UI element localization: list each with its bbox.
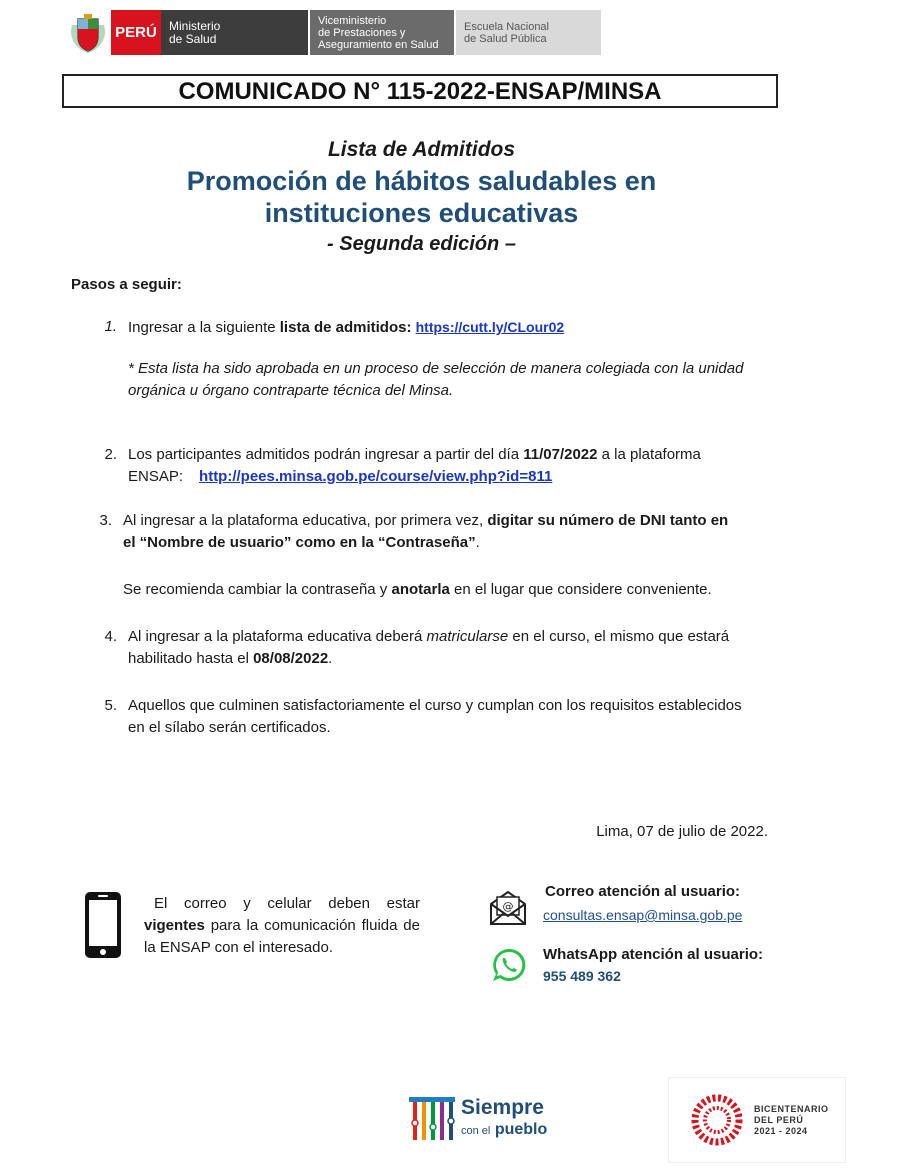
siempre-con-el-pueblo-logo-icon bbox=[407, 1093, 457, 1145]
siempre-text: Siempre bbox=[461, 1096, 544, 1119]
mobile-phone-icon bbox=[83, 890, 123, 960]
edition-subtitle: - Segunda edición – bbox=[327, 233, 516, 255]
email-envelope-icon bbox=[489, 890, 527, 926]
bicentenario-text: BICENTENARIO DEL PERÚ 2021 - 2024 bbox=[754, 1104, 829, 1136]
whatsapp-number[interactable]: 955 489 362 bbox=[543, 968, 621, 984]
escuela-label: Escuela Nacional de Salud Pública bbox=[456, 10, 601, 55]
ministerio-label: Ministerio de Salud bbox=[161, 10, 308, 55]
step-4-text: Al ingresar a la plataforma educativa deberá matricularse en el curso, el mismo que estará habilitado hasta el 08/08/2022. bbox=[128, 628, 730, 667]
step-2-number: 2. bbox=[104, 446, 117, 463]
step-1-note: * Esta lista ha sido aprobada en un proceso de selección de manera colegiada con la unidad orgánica u órgano contraparte técnica del Minsa. bbox=[128, 360, 744, 399]
step-1-number: 1. bbox=[104, 318, 117, 335]
course-title: Promoción de hábitos saludables en instituciones educativas bbox=[186, 166, 657, 228]
step-3-recommendation: Se recomienda cambiar la contraseña y anotarla en el lugar que considere conveniente. bbox=[123, 581, 712, 598]
bicentenario-emblem-icon bbox=[690, 1093, 744, 1147]
admitidos-link[interactable]: https://cutt.ly/CLour02 bbox=[415, 319, 565, 335]
whatsapp-icon bbox=[491, 947, 527, 983]
whatsapp-heading: WhatsApp atención al usuario: bbox=[543, 946, 764, 963]
peru-coat-of-arms-icon bbox=[66, 11, 110, 55]
lista-heading: Lista de Admitidos bbox=[327, 138, 516, 161]
step-3-text: Al ingresar a la plataforma educativa, por primera vez, digitar su número de DNI tanto en el “Nombre de usuario” como en la “Contraseña”. bbox=[123, 512, 729, 551]
step-2-text: Los participantes admitidos podrán ingresar a partir del día 11/07/2022 a la plataforma ENSAP: http://pees.minsa.gob.pe/course/view.php?id=811 bbox=[128, 446, 701, 485]
viceministerio-label: Viceministerio de Prestaciones y Aseguramiento en Salud bbox=[310, 10, 454, 55]
step-1-text: Ingresar a la siguiente lista de admitidos: https://cutt.ly/CLour02 bbox=[128, 319, 565, 336]
step-3-number: 3. bbox=[99, 512, 112, 529]
step-5-text: Aquellos que culminen satisfactoriamente el curso y cumplan con los requisitos establecidos en el sílabo serán certificados. bbox=[128, 697, 742, 736]
comunicado-title: COMUNICADO N° 115-2022-ENSAP/MINSA bbox=[62, 74, 778, 108]
contact-notice: El correo y celular deben estar vigentes para la comunicación fluida de la ENSAP con el interesado. bbox=[144, 895, 420, 956]
step-4-number: 4. bbox=[104, 628, 117, 645]
date-line: Lima, 07 de julio de 2022. bbox=[596, 823, 768, 840]
steps-heading: Pasos a seguir: bbox=[71, 276, 182, 293]
peru-badge: PERÚ bbox=[111, 10, 161, 55]
email-heading: Correo atención al usuario: bbox=[545, 883, 741, 900]
svg-text:@: @ bbox=[502, 900, 514, 913]
con-el-pueblo-text: con el pueblo bbox=[461, 1121, 548, 1138]
step-5-number: 5. bbox=[104, 697, 117, 714]
email-link[interactable]: consultas.ensap@minsa.gob.pe bbox=[543, 907, 743, 923]
platform-link[interactable]: http://pees.minsa.gob.pe/course/view.php?id=811 bbox=[199, 468, 553, 485]
